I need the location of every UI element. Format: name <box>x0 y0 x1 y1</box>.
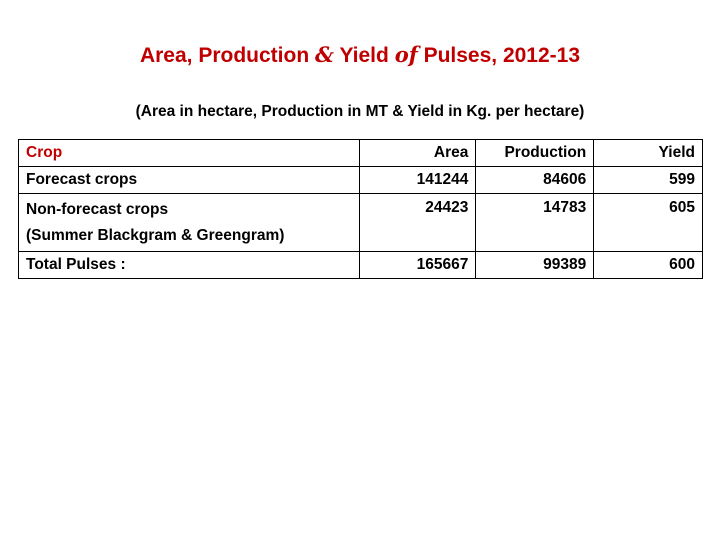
pulses-table <box>18 139 703 279</box>
table-row <box>19 167 703 194</box>
cell-crop-line-1: Non-forecast crops <box>26 200 169 218</box>
cell-yield: 600 <box>594 252 703 279</box>
units-subtitle: (Area in hectare, Production in MT & Yield in Kg. per hectare) <box>135 103 585 120</box>
cell-production: 84606 <box>476 167 594 194</box>
cell-production: 99389 <box>476 252 594 279</box>
cell-crop: Total Pulses : <box>19 252 360 279</box>
cell-crop-line-2: (Summer Blackgram & Greengram) <box>26 226 285 244</box>
cell-area: 141244 <box>359 167 476 194</box>
cell-crop <box>19 194 360 252</box>
cell-yield: 605 <box>594 194 703 252</box>
header-yield: Yield <box>594 140 703 167</box>
table-row <box>19 194 703 252</box>
table-header-row <box>19 140 703 167</box>
header-area: Area <box>359 140 476 167</box>
title-ampersand: & <box>315 42 334 67</box>
cell-area: 24423 <box>359 194 476 252</box>
header-crop: Crop <box>19 140 360 167</box>
cell-production: 14783 <box>476 194 594 252</box>
title-part-1: Area, Production <box>139 44 310 67</box>
cell-crop: Forecast crops <box>19 167 360 194</box>
table-row-total <box>19 252 703 279</box>
header-production: Production <box>476 140 594 167</box>
title-of: of <box>394 42 418 67</box>
title-part-3: Pulses, 2012-13 <box>423 44 581 67</box>
cell-area: 165667 <box>359 252 476 279</box>
title-part-2: Yield <box>339 44 389 67</box>
page-title <box>0 42 720 68</box>
cell-yield: 599 <box>594 167 703 194</box>
